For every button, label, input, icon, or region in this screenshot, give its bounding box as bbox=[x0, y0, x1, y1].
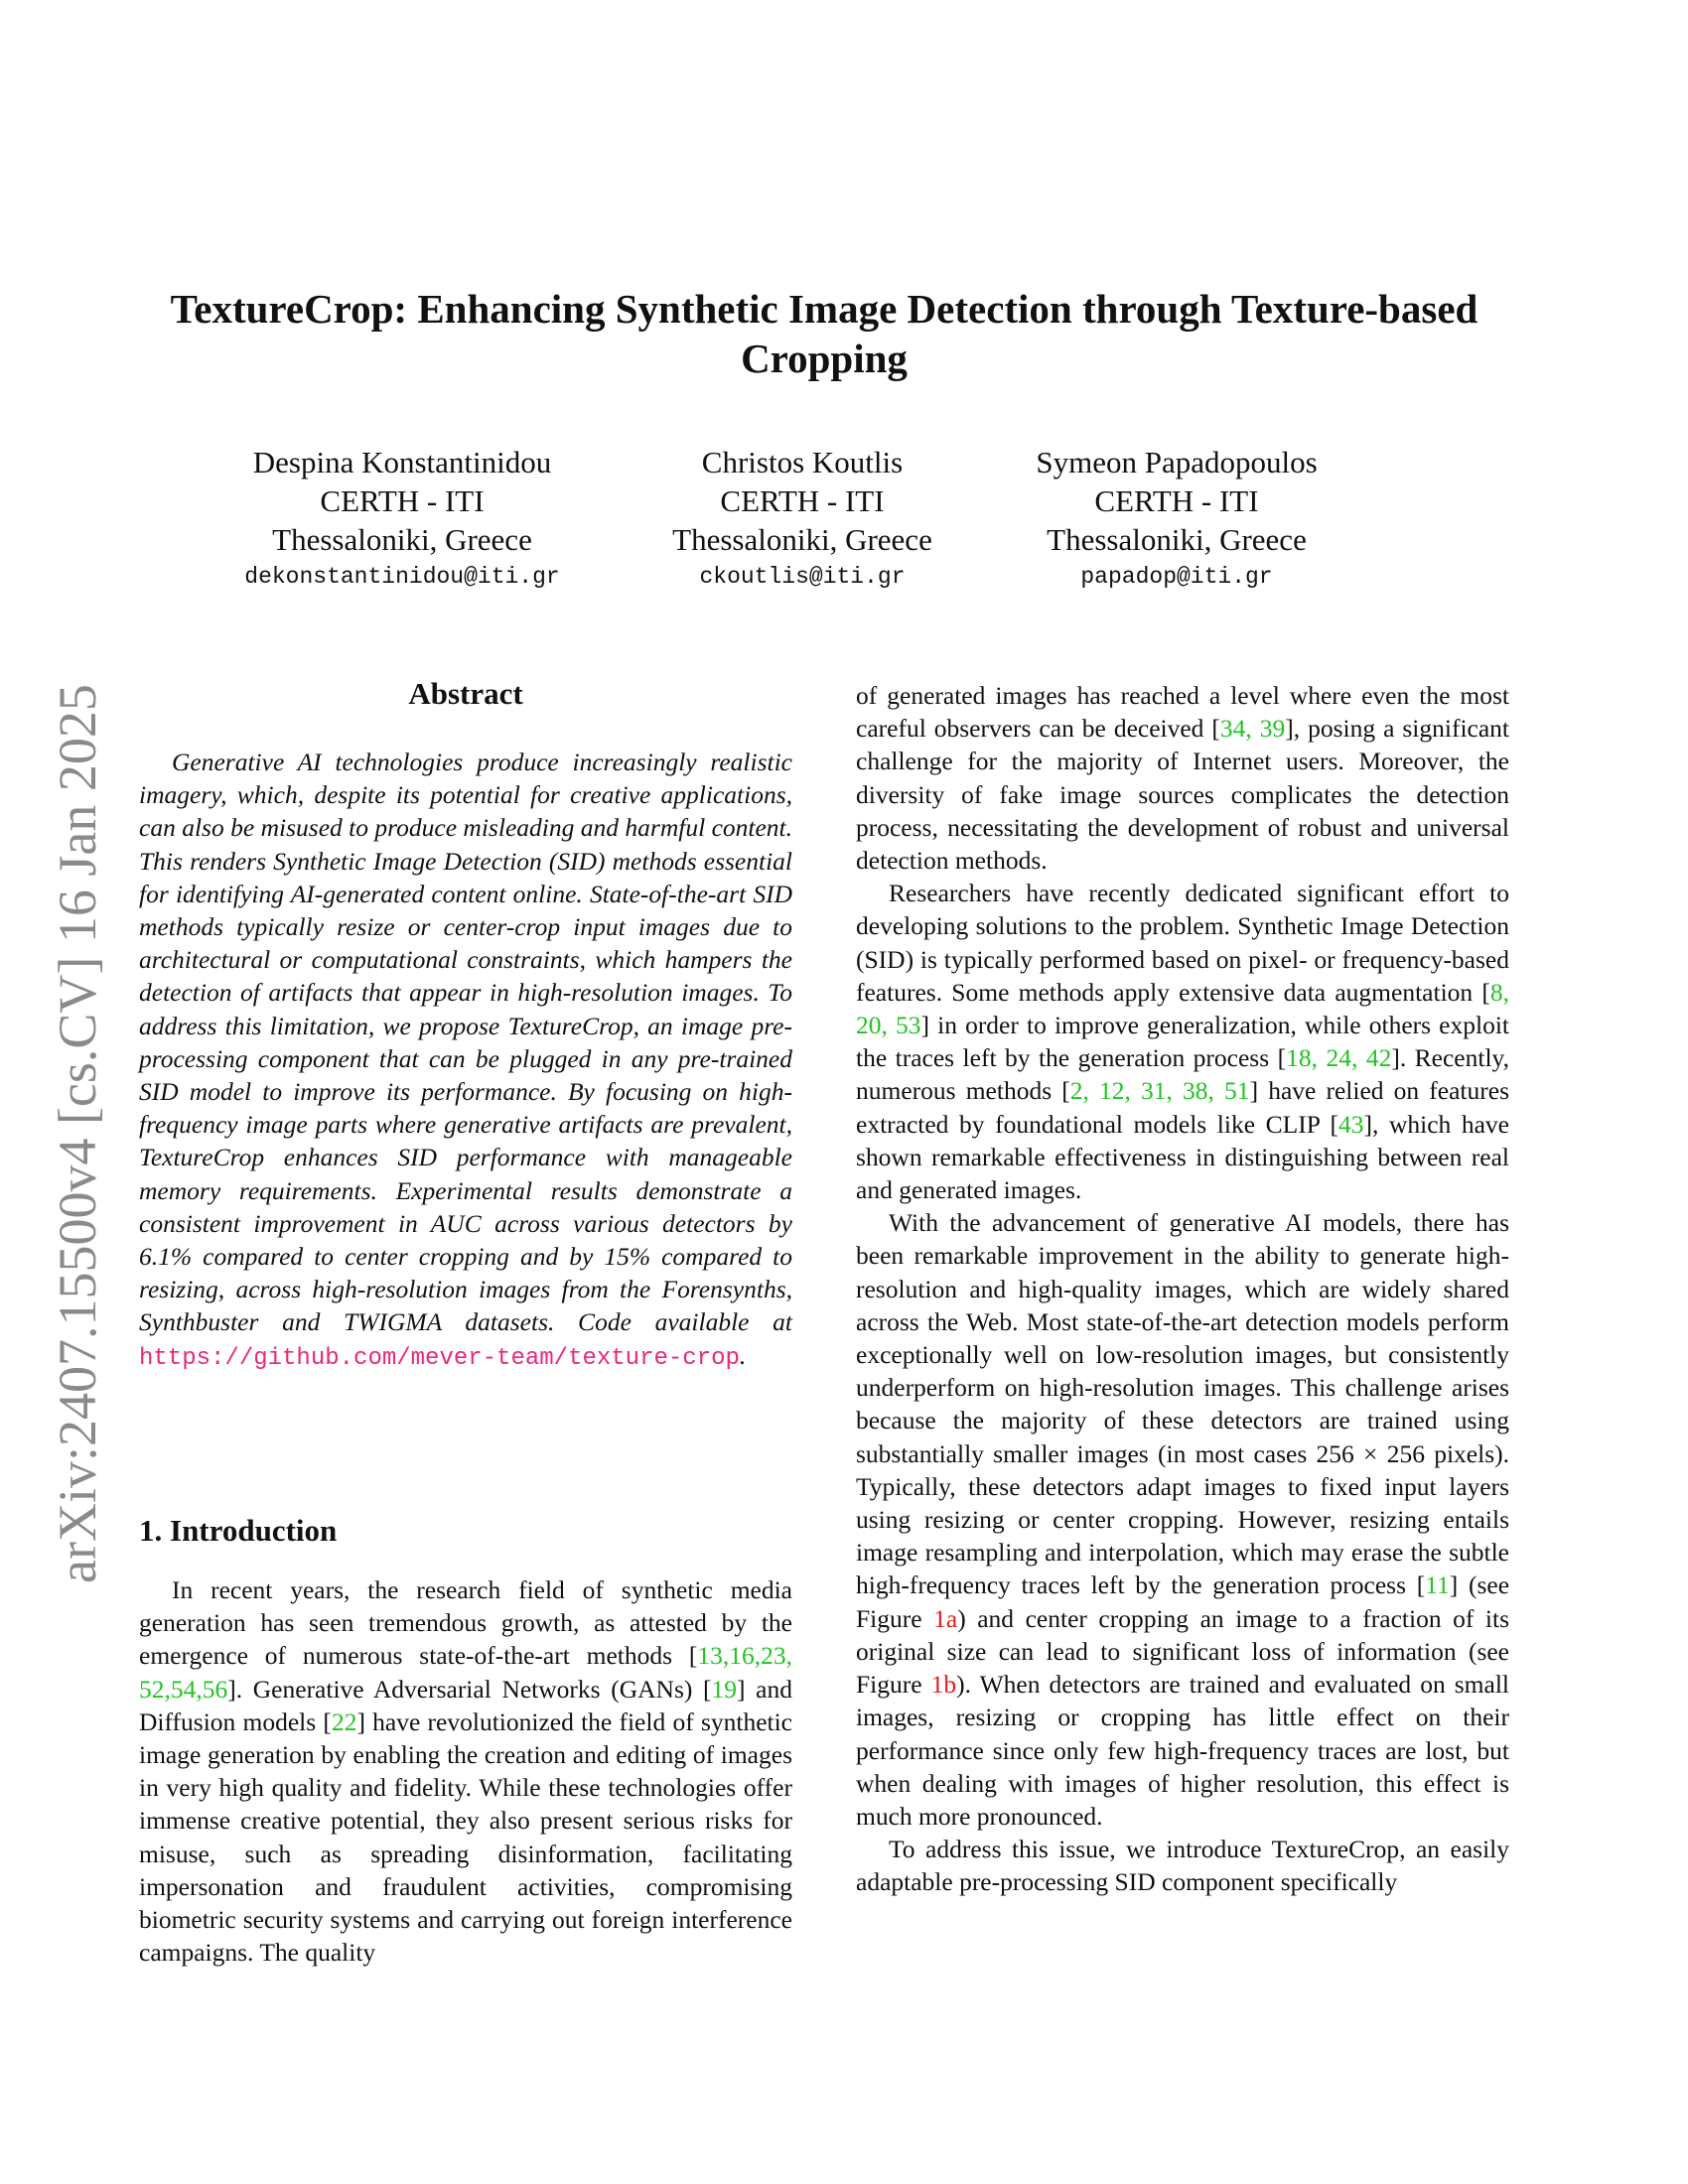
author-name: Symeon Papadopoulos bbox=[1036, 445, 1318, 479]
citation[interactable]: 13,16,23, 52,54,56 bbox=[139, 1641, 792, 1704]
text: ) and center cropping an image to a fraction of its original size can lead to significant loss of information (see Figure bbox=[856, 1603, 1510, 1700]
author-affiliation: CERTH - ITI bbox=[720, 483, 885, 518]
intro-left-column bbox=[139, 1573, 792, 1969]
intro-paragraph-4: To address this issue, we introduce TextureCrop, an easily adaptable pre-processing SID component specifically bbox=[856, 1835, 1509, 1897]
citation[interactable]: 43 bbox=[1338, 1109, 1364, 1139]
code-link[interactable]: https://github.com/mever-team/texture-crop bbox=[139, 1344, 740, 1372]
intro-right-column bbox=[856, 679, 1509, 1899]
abstract-text: Generative AI technologies produce increasingly realistic imagery, which, despite its potential for creative applications, can also be misused to produce misleading and harmful content. This renders Synthetic Image Detection (SID) methods essential for identifying AI-generated content online. State-of-the-art SID methods typically resize or center-crop input images due to architectural or computational constraints, which hampers the detection of artifacts that appear in high-resolution images. To address this limitation, we propose TextureCrop, an image pre-processing component that can be plugged in any pre-trained SID model to improve its performance. By focusing on high-frequency image parts where generative artifacts are prevalent, TextureCrop enhances SID performance with manageable memory requirements. Experimental results demonstrate a consistent improvement in AUC across various detectors by 6.1% compared to center cropping and by 15% compared to resizing, across high-resolution images from the Forensynths, Synthbuster and TWIGMA datasets. Code available at bbox=[139, 748, 792, 1337]
figure-reference[interactable]: 1b bbox=[930, 1670, 957, 1700]
author-location: Thessaloniki, Greece bbox=[1047, 522, 1307, 557]
citation[interactable]: 2, 12, 31, 38, 51 bbox=[1069, 1076, 1250, 1106]
citation[interactable]: 8, 20, 53 bbox=[856, 977, 1509, 1040]
author-location: Thessaloniki, Greece bbox=[272, 522, 532, 557]
text: ]. Recently, numerous methods [ bbox=[856, 1043, 1510, 1106]
author-name: Despina Konstantinidou bbox=[252, 445, 552, 479]
text: ], posing a significant challenge for the majority of Internet users. Moreover, the diversity of fake image sources complicates the detection process, necessitating the development of robust and universal detection methods. bbox=[856, 714, 1510, 876]
text: ] have revolutionized the field of synthetic image generation by enabling the creation and editing of images in very high quality and fidelity. While these technologies offer immense creative potential, they also present serious risks for misuse, such as spreading disinformation, facilitating impersonation and fraudulent activities, compromising biometric security systems and carrying out foreign interference campaigns. The quality bbox=[139, 1706, 793, 1968]
citation[interactable]: 18, 24, 42 bbox=[1286, 1043, 1392, 1073]
text: ] (see Figure bbox=[856, 1570, 1510, 1633]
text: ], which have shown remarkable effectiveness in distinguishing between real and generated images. bbox=[856, 1109, 1509, 1205]
abstract-heading: Abstract bbox=[408, 676, 523, 711]
author-affiliation: CERTH - ITI bbox=[320, 483, 485, 518]
paper-title: TextureCrop: Enhancing Synthetic Image Detection through Texture-based Cropping bbox=[170, 286, 1478, 381]
text: With the advancement of generative AI models, there has been remarkable improvement in the ability to generate high-resolution and high-quality images, which are widely shared across the Web. Most state-of-the-art detection models perform exceptionally well on low-resolution images, but consistently underperform on high-resolution images. This challenge arises because the majority of these detectors are trained using substantially smaller images (in most cases 256 × 256 pixels). Typically, these detectors adapt images to fixed input layers using resizing or center cropping. However, resizing entails image resampling and interpolation, which may erase the subtle high-frequency traces left by the generation process [ bbox=[856, 1208, 1509, 1600]
citation[interactable]: 22 bbox=[331, 1706, 357, 1736]
intro-paragraph-3 bbox=[856, 1206, 1509, 1833]
intro-paragraph-1 bbox=[139, 1573, 792, 1969]
author-email: dekonstantinidou@iti.gr bbox=[244, 564, 560, 590]
author-email: papadop@iti.gr bbox=[1080, 564, 1273, 590]
author-name: Christos Koutlis bbox=[701, 445, 904, 479]
abstract-body bbox=[139, 746, 792, 1375]
abstract-paragraph bbox=[139, 746, 792, 1375]
abstract-end: . bbox=[739, 1340, 747, 1370]
text: ). When detectors are trained and evaluated on small images, resizing or cropping has little effect on their performance since only few high-frequency traces are lost, but when dealing with images of higher resolution, this effect is much more pronounced. bbox=[856, 1670, 1509, 1831]
text: of generated images has reached a level where even the most careful observers can be deceived [ bbox=[856, 681, 1509, 744]
author-affiliation: CERTH - ITI bbox=[1094, 483, 1259, 518]
author-email: ckoutlis@iti.gr bbox=[699, 564, 906, 590]
author-3 bbox=[938, 443, 1415, 595]
arxiv-stamp: arXiv:2407.15500v4 [cs.CV] 16 Jan 2025 bbox=[48, 684, 107, 1583]
intro-paragraph-2 bbox=[856, 877, 1509, 1206]
text: In recent years, the research field of synthetic media generation has seen tremendous growth, as attested by the emergence of numerous state-of-the-art methods [ bbox=[139, 1575, 792, 1671]
text: ]. Generative Adversarial Networks (GANs) [ bbox=[227, 1674, 712, 1704]
figure-reference[interactable]: 1a bbox=[933, 1603, 958, 1633]
text: ] and Diffusion models [ bbox=[139, 1674, 792, 1736]
author-location: Thessaloniki, Greece bbox=[672, 522, 932, 557]
text: Researchers have recently dedicated significant effort to developing solutions to the problem. Synthetic Image Detection (SID) is typically performed based on pixel- or frequency-based features. Some methods apply extensive data augmentation [ bbox=[856, 879, 1509, 1007]
text: ] in order to improve generalization, while others exploit the traces left by the generation process [ bbox=[856, 1011, 1510, 1073]
intro-paragraph-1-continued bbox=[856, 679, 1509, 877]
citation[interactable]: 19 bbox=[711, 1674, 738, 1704]
section-heading-introduction: 1. Introduction bbox=[139, 1513, 338, 1548]
citation[interactable]: 11 bbox=[1425, 1570, 1450, 1600]
text: ] have relied on features extracted by foundational models like CLIP [ bbox=[856, 1076, 1509, 1139]
citation[interactable]: 34, 39 bbox=[1219, 714, 1286, 744]
